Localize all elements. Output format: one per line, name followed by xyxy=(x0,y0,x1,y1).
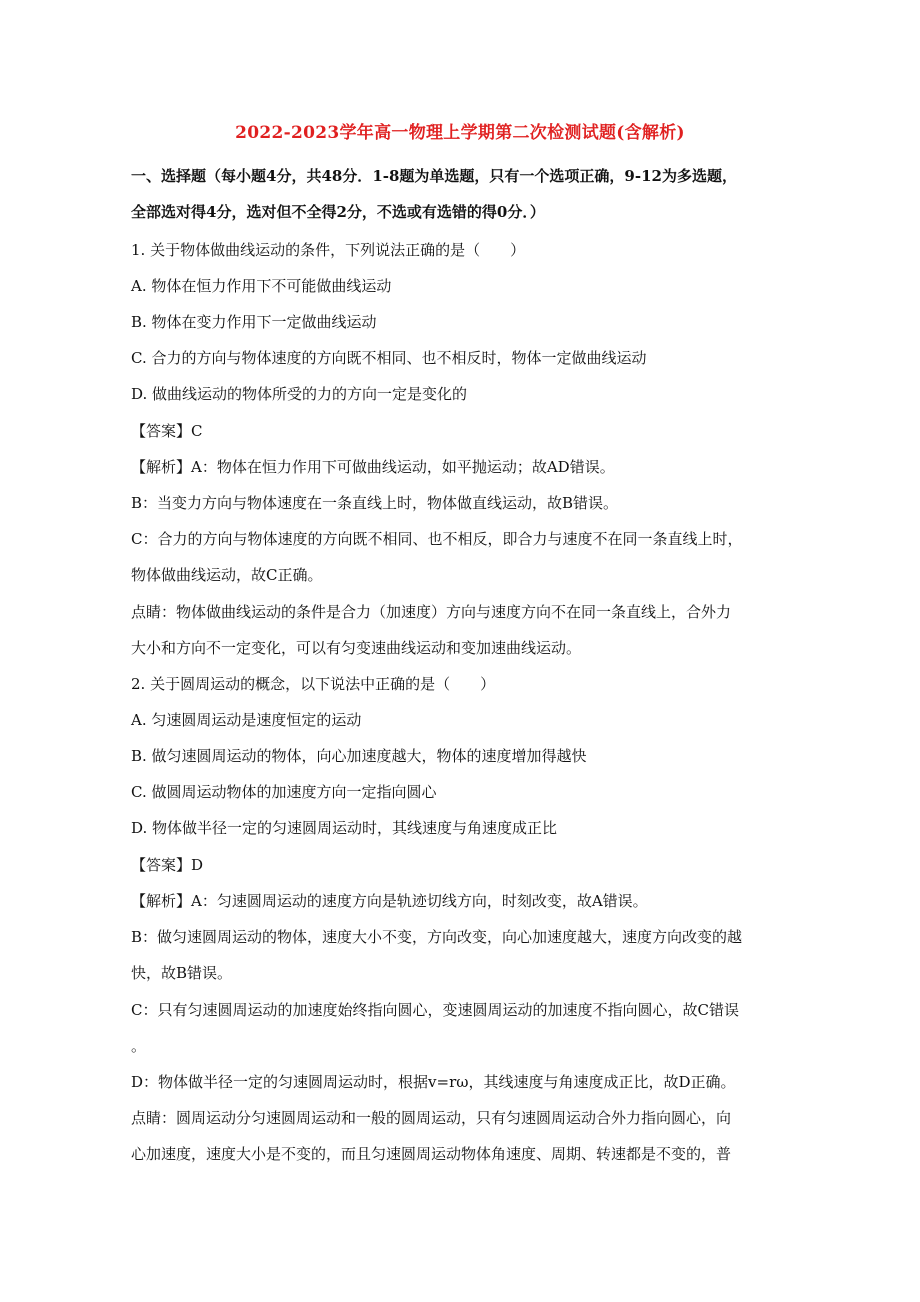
question-1-stem: 1. 关于物体做曲线运动的条件，下列说法正确的是（ ） xyxy=(131,241,526,259)
question-2-stem: 2. 关于圆周运动的概念，以下说法中正确的是（ ） xyxy=(131,675,496,693)
question-1-option-d: D. 做曲线运动的物体所受的力的方向一定是变化的 xyxy=(131,385,468,403)
question-1-analysis-b: B：当变力方向与物体速度在一条直线上时，物体做直线运动，故B错误。 xyxy=(131,494,619,512)
question-1-note-line-2: 大小和方向不一定变化，可以有匀变速曲线运动和变加速曲线运动。 xyxy=(131,639,582,657)
question-2-option-d: D. 物体做半径一定的匀速圆周运动时，其线速度与角速度成正比 xyxy=(131,819,558,837)
document-title: 2022-2023学年高一物理上学期第二次检测试题(含解析) xyxy=(235,123,685,143)
section-heading-line-2: 全部选对得4分，选对但不全得2分，不选或有选错的得0分．） xyxy=(131,203,545,221)
question-1-answer: 【答案】C xyxy=(131,422,203,440)
question-1-analysis-a: 【解析】A：物体在恒力作用下可做曲线运动，如平抛运动；故AD错误。 xyxy=(131,458,615,476)
question-1-option-c: C. 合力的方向与物体速度的方向既不相同、也不相反时，物体一定做曲线运动 xyxy=(131,349,647,367)
question-2-option-b: B. 做匀速圆周运动的物体，向心加速度越大，物体的速度增加得越快 xyxy=(131,747,587,765)
question-2-note-line-2: 心加速度，速度大小是不变的，而且匀速圆周运动物体角速度、周期、转速都是不变的，普 xyxy=(131,1145,732,1163)
question-1-analysis-c-line-2: 物体做曲线运动，故C正确。 xyxy=(131,566,323,584)
question-2-analysis-b-line-1: B：做匀速圆周运动的物体，速度大小不变，方向改变，向心加速度越大，速度方向改变的越 xyxy=(131,928,743,946)
question-2-note-line-1: 点睛：圆周运动分匀速圆周运动和一般的圆周运动，只有匀速圆周运动合外力指向圆心，向 xyxy=(131,1109,732,1127)
question-2-option-c: C. 做圆周运动物体的加速度方向一定指向圆心 xyxy=(131,783,437,801)
question-2-analysis-c-line-1: C：只有匀速圆周运动的加速度始终指向圆心，变速圆周运动的加速度不指向圆心，故C错误 xyxy=(131,1001,739,1019)
question-1-option-a: A. 物体在恒力作用下不可能做曲线运动 xyxy=(131,277,392,295)
section-heading-line-1: 一、选择题（每小题4分，共48分．1-8题为单选题，只有一个选项正确，9-12为多选题， xyxy=(131,167,737,185)
question-2-analysis-d: D：物体做半径一定的匀速圆周运动时，根据v=rω，其线速度与角速度成正比，故D正确。 xyxy=(131,1073,736,1091)
question-2-analysis-c-line-2: 。 xyxy=(131,1037,147,1055)
question-2-analysis-a: 【解析】A：匀速圆周运动的速度方向是轨迹切线方向，时刻改变，故A错误。 xyxy=(131,892,648,910)
question-1-note-line-1: 点睛：物体做曲线运动的条件是合力（加速度）方向与速度方向不在同一条直线上，合外力 xyxy=(131,603,732,621)
question-1-analysis-c-line-1: C：合力的方向与物体速度的方向既不相同、也不相反，即合力与速度不在同一条直线上时， xyxy=(131,530,743,548)
question-1-option-b: B. 物体在变力作用下一定做曲线运动 xyxy=(131,313,377,331)
question-2-option-a: A. 匀速圆周运动是速度恒定的运动 xyxy=(131,711,362,729)
question-2-answer: 【答案】D xyxy=(131,856,204,874)
question-2-analysis-b-line-2: 快，故B错误。 xyxy=(131,964,233,982)
